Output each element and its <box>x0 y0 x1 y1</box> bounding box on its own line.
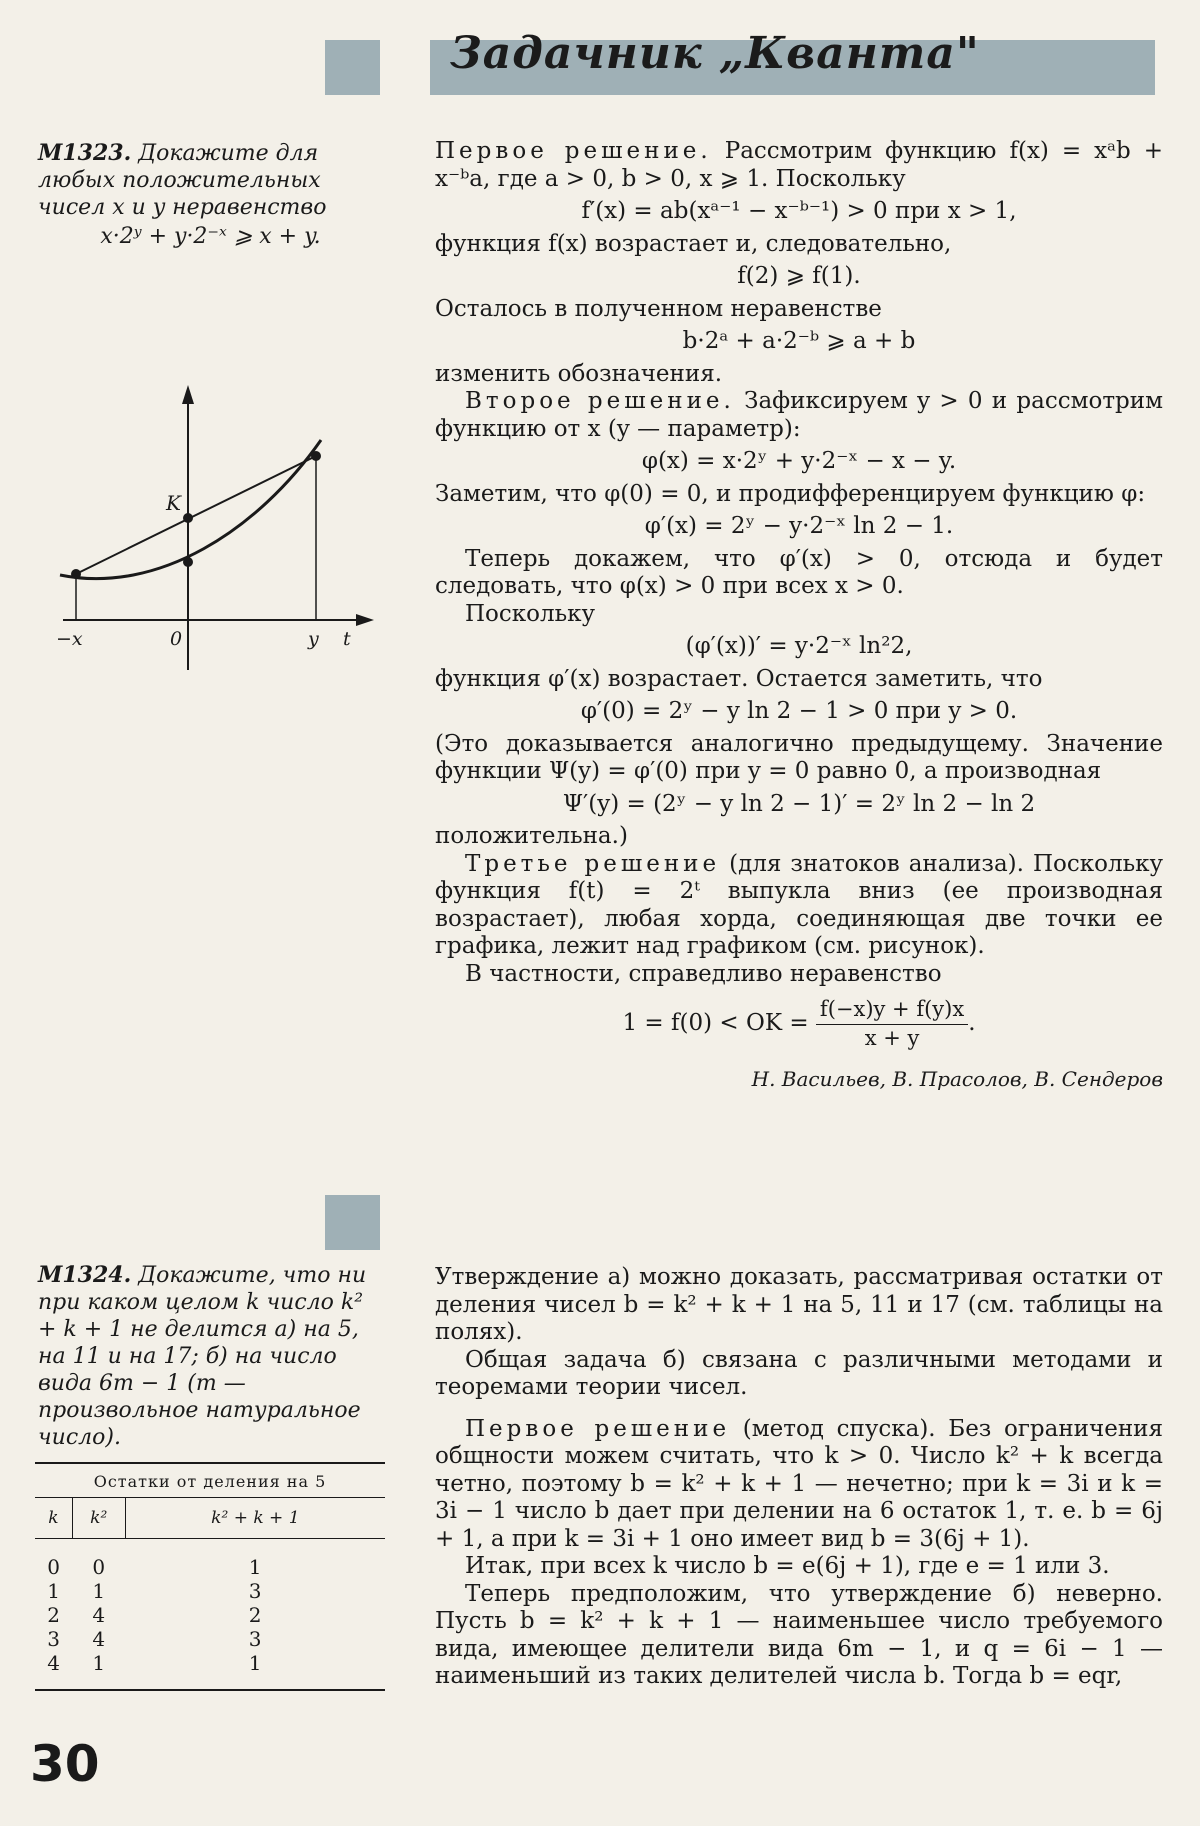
table-row <box>35 1627 385 1651</box>
remainder-table-caption: Остатки от деления на 5 <box>93 1472 327 1491</box>
point-neg-x <box>71 569 81 579</box>
table-row <box>35 1539 385 1580</box>
table-cell: 0 <box>47 1555 60 1579</box>
formula-chord-end: . <box>968 1010 976 1036</box>
problem-1323-statement: Докажите для любых положительных чисел x и y неравенство <box>38 141 327 220</box>
table-row <box>35 1603 385 1627</box>
solution-1324 <box>435 1264 1163 1691</box>
formula-chord-lhs: 1 = f(0) < OK = <box>622 1010 809 1036</box>
solution-1324-para-1: Утверждение а) можно доказать, рассматривая остатки от деления чисел b = k² + k + 1 на 5, 11 и 17 (см. таблицы на полях). <box>435 1264 1163 1345</box>
formula-chord-fraction <box>816 996 968 1052</box>
solution-2-text-7: положительна.) <box>435 823 628 849</box>
table-row <box>35 1651 385 1689</box>
table-cell: 0 <box>92 1555 106 1579</box>
solution-1324-method-text: (метод спуска). Без ограничения общности можем считать, что k > 0. Число k² + k всегда четно, поэтому b = k² + k + 1 — нечетно; при k = 3i и k = 3i − 1 число b дает при делении на 6 остаток 1, т. е. b = 6j + 1, а при k = 3i + 1 оно имеет вид b = 3(6j + 1). <box>435 1415 1163 1552</box>
table-cell: 2 <box>47 1603 60 1627</box>
formula-b-a: b·2ᵃ + a·2⁻ᵇ ⩾ a + b <box>682 328 916 354</box>
solution-2-text-4: Поскольку <box>465 600 596 627</box>
solution-1-title: Первое решение. <box>435 138 712 164</box>
solution-1324-para-4: Теперь предположим, что утверждение б) неверно. Пусть b = k² + k + 1 — наименьшее число требуемого вида, имеющее делители вида 6m − 1, и q = 6i − 1 — наименьший из таких делителей числа b. Тогда b = eqr, <box>435 1580 1163 1689</box>
solution-1323 <box>435 138 1163 1094</box>
table-cell: 1 <box>47 1579 60 1603</box>
remainder-table <box>35 1497 385 1689</box>
formula-phi-prime-zero: φ′(0) = 2ʸ − y ln 2 − 1 > 0 при y > 0. <box>580 698 1018 724</box>
problem-1323-formula: x·2ʸ + y·2⁻ˣ ⩾ x + y. <box>100 224 321 249</box>
remainder-table-block <box>35 1462 385 1691</box>
page-number: 30 <box>30 1735 100 1793</box>
label-K: K <box>166 491 181 515</box>
section-decor-block <box>325 1195 380 1250</box>
formula-f-prime: f′(x) = ab(xᵃ⁻¹ − x⁻ᵇ⁻¹) > 0 при x > 1, <box>581 198 1017 224</box>
problem-1323-label: М1323. <box>38 140 132 166</box>
label-t: t <box>343 628 351 650</box>
problem-1323 <box>38 140 383 255</box>
solution-1324-para-3: Итак, при всех k число b = e(6j + 1), где e = 1 или 3. <box>465 1553 1110 1579</box>
authors-signature: Н. Васильев, В. Прасолов, В. Сендеров <box>751 1067 1163 1091</box>
solution-2-text: Зафиксируем y > 0 и рассмотрим функцию от x (y — параметр): <box>435 388 1164 442</box>
formula-phi-prime: φ′(x) = 2ʸ − y·2⁻ˣ ln 2 − 1. <box>644 513 954 539</box>
table-cell: 3 <box>248 1627 262 1651</box>
solution-1324-method-title: Первое решение <box>465 1415 731 1442</box>
table-cell: 4 <box>47 1651 60 1675</box>
solution-2-text-6: (Это доказывается аналогично предыдущему. Значение функции Ψ(y) = φ′(0) при y = 0 равно 0, а производная <box>435 730 1163 784</box>
table-row <box>35 1579 385 1603</box>
solution-2-text-2: Заметим, что φ(0) = 0, и продифференцируем функцию φ: <box>435 480 1146 507</box>
formula-f2-f1: f(2) ⩾ f(1). <box>737 263 861 289</box>
convexity-figure <box>38 380 383 680</box>
point-K <box>183 513 193 523</box>
solution-3-text: (для знатоков анализа). Поскольку функция f(t) = 2ᵗ выпукла вниз (ее производная возрастает), любая хорда, соединяющая две точки ее графика, лежит над графиком (см. рисунок). <box>435 850 1163 959</box>
solution-3-title: Третье решение <box>465 850 721 877</box>
table-cell: 4 <box>92 1603 106 1627</box>
problem-1324-label: М1324. <box>38 1262 132 1288</box>
solution-1324-para-2: Общая задача б) связана с различными методами и теоремами теории чисел. <box>435 1346 1163 1400</box>
solution-1-text-2: функция f(x) возрастает и, следовательно, <box>435 230 952 257</box>
table-header: k² + k + 1 <box>211 1508 300 1528</box>
table-cell: 4 <box>92 1627 106 1651</box>
table-header: k <box>35 1498 72 1539</box>
table-cell: 2 <box>248 1603 262 1627</box>
table-cell: 3 <box>47 1627 60 1651</box>
chord <box>76 456 316 574</box>
table-cell: 3 <box>248 1579 262 1603</box>
table-cell: 1 <box>248 1555 262 1579</box>
solution-1-text: Рассмотрим функцию f(x) = xᵃb + x⁻ᵇa, где a > 0, b > 0, x ⩾ 1. Поскольку <box>435 138 1163 192</box>
label-neg-x: −x <box>56 628 83 650</box>
table-cell: 1 <box>92 1651 106 1675</box>
t-axis-arrow <box>356 614 374 626</box>
vertical-axis-arrow <box>182 385 194 404</box>
formula-chord <box>435 996 1163 1052</box>
header-decor-block <box>325 40 380 95</box>
table-cell: 1 <box>248 1651 262 1675</box>
label-y: y <box>308 628 319 650</box>
formula-phi: φ(x) = x·2ʸ + y·2⁻ˣ − x − y. <box>641 448 957 474</box>
solution-3-text-2: В частности, справедливо неравенство <box>465 960 942 987</box>
label-zero: 0 <box>170 628 183 650</box>
problem-1324-statement: Докажите, что ни при каком целом k число k² + k + 1 не делится а) на 5, на 11 и на 17; б) на число вида 6m − 1 (m — произвольное натуральное число). <box>38 1263 367 1450</box>
solution-1-text-3: Осталось в полученном неравенстве <box>435 295 882 322</box>
formula-psi-prime: Ψ′(y) = (2ʸ − y ln 2 − 1)′ = 2ʸ ln 2 − ln 2 <box>562 790 1036 817</box>
formula-phi-second: (φ′(x))′ = y·2⁻ˣ ln²2, <box>685 633 913 659</box>
journal-title: Задачник „Кванта" <box>450 28 980 79</box>
formula-chord-numerator: f(−x)y + f(y)x <box>816 996 968 1025</box>
solution-2-text-5: функция φ′(x) возрастает. Остается заметить, что <box>435 665 1043 692</box>
table-cell: 1 <box>92 1579 106 1603</box>
problem-1324 <box>38 1262 383 1451</box>
solution-1-text-4: изменить обозначения. <box>435 360 723 387</box>
table-header: k² <box>72 1498 125 1539</box>
solution-2-title: Второе решение. <box>465 388 735 414</box>
formula-chord-denominator: x + y <box>864 1025 920 1050</box>
solution-2-text-3: Теперь докажем, что φ′(x) > 0, отсюда и будет следовать, что φ(x) > 0 при всех x > 0. <box>435 545 1163 599</box>
point-y <box>311 451 321 461</box>
point-f0 <box>183 557 193 567</box>
